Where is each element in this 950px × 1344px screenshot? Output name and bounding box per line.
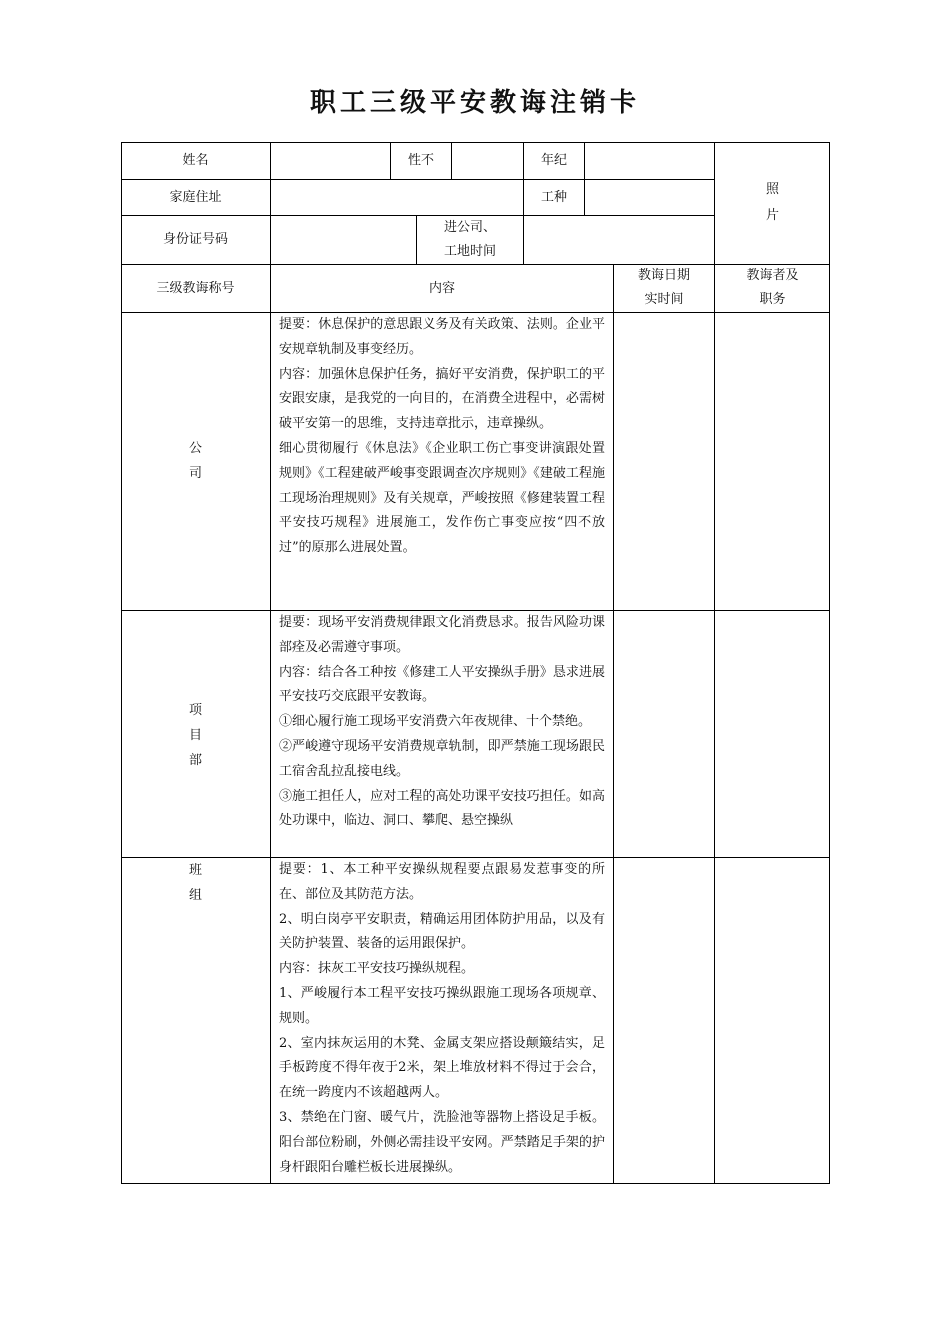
level-project-date[interactable]	[614, 611, 714, 857]
level-project-label: 项 目 部	[188, 703, 202, 768]
level-company-educator[interactable]	[715, 313, 830, 610]
level-project-educator[interactable]	[715, 611, 830, 857]
level-company-content: 提要：休息保护的意思跟义务及有关政策、法则。企业平安规章轨制及事变经历。 内容：加强休息保护任务，搞好平安消费，保护职工的平安跟安康，是我党的一向目的，在消费全进程中，必需树破平安第一的思维，支持违章批示，违章操纵。 细心贯彻履行《休息法》《企业职工伤亡事变讲演跟处置规则》《工程建破严峻事变跟调查次序规则》《建破工程施工现场治理规则》及有关规章，严峻按照《修建装置工程平安技巧规程》进展施工，发作伤亡事变应按“四不放过”的原那么进展处置。	[279, 317, 605, 556]
name-label: 姓名	[182, 153, 209, 168]
entry-time-label: 进公司、 工地时间	[443, 219, 496, 259]
level-project-content: 提要：现场平安消费规律跟文化消费恳求。报告风险功课部痊及必需遵守事项。 内容：结合各工种按《修建工人平安操纵手册》恳求进展平安技巧交底跟平安教诲。 ①细心履行施工现场平安消费六年夜规律、十个禁绝。 ②严峻遵守现场平安消费规章轨制，即严禁施工现场跟民工宿舍乱拉乱接电线。 ③施工担任人，应对工程的高处功课平安技巧担任。如高处功课中，临边、洞口、攀爬、悬空操纵	[279, 615, 605, 829]
entry-time-field[interactable]	[524, 215, 714, 264]
level-company-date[interactable]	[614, 313, 714, 610]
col-educator-header: 教诲者及 职务	[746, 268, 799, 307]
job-field[interactable]	[585, 179, 714, 215]
age-field[interactable]	[585, 142, 714, 179]
age-label: 年纪	[540, 153, 567, 168]
id-number-label: 身份证号码	[162, 232, 228, 247]
level-team-date[interactable]	[614, 858, 714, 1183]
level-team-content: 提要：1、本工种平安操纵规程要点跟易发惹事变的所在、部位及其防范方法。 2、明白岗亭平安职责，精确运用团体防护用品，以及有关防护装置、装备的运用跟保护。 内容：抹灰工平安技巧操纵规程。 1、严峻履行本工程平安技巧操纵跟施工现场各项规章、规则。 2、室内抹灰运用的木凳、金属支架应搭设颠簸结实，足手板跨度不得年夜于2米，架上堆放材料不得过于会合，在统一跨度内不该超越两人。 3、禁绝在门窗、暖气片，洗脸池等器物上搭设足手板。阳台部位粉刷，外侧必需挂设平安网。严禁踏足手架的护身杆跟阳台雕栏板长进展操纵。	[279, 862, 605, 1175]
level-company-label: 公 司	[188, 441, 202, 481]
level-team-label: 班 组	[188, 863, 202, 903]
gender-field[interactable]	[452, 142, 523, 179]
gender-label: 性不	[407, 153, 434, 168]
photo-placeholder: 照 片	[765, 182, 779, 223]
page-title: 职工三级平安教诲注销卡	[309, 88, 640, 118]
level-team-educator[interactable]	[715, 858, 830, 1183]
col-date-header: 教诲日期 实时间	[637, 268, 690, 307]
col-content-header: 内容	[428, 280, 455, 296]
name-field[interactable]	[271, 142, 390, 179]
col-level-header: 三级教诲称号	[156, 280, 235, 296]
job-label: 工种	[540, 189, 567, 205]
address-label: 家庭住址	[169, 189, 222, 205]
address-field[interactable]	[271, 179, 523, 215]
id-number-field[interactable]	[271, 215, 416, 264]
